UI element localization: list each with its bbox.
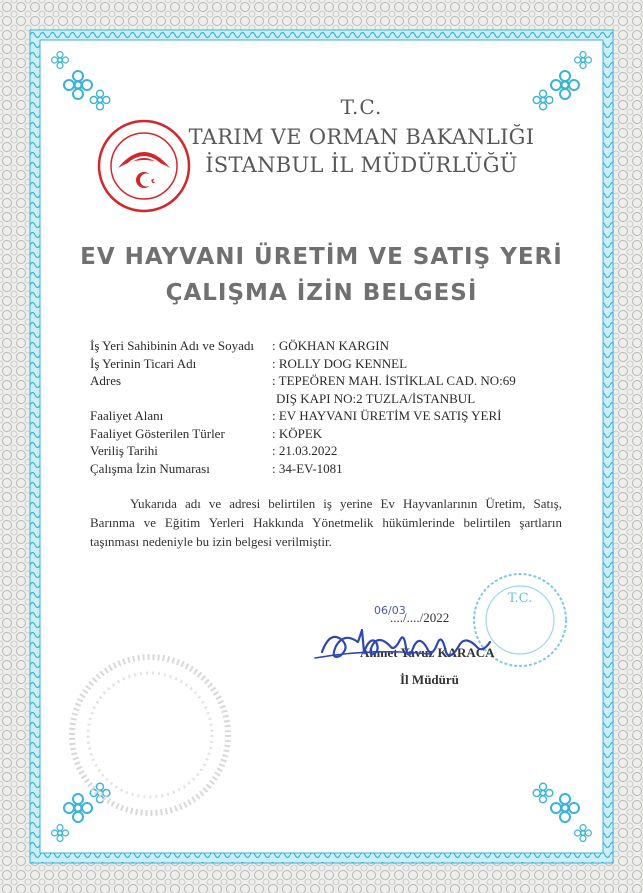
address-line1: : TEPEÖREN MAH. İSTİKLAL CAD. NO:69 [272, 373, 516, 388]
header [0, 95, 643, 177]
certification-paragraph: Yukarıda adı ve adresi belirtilen iş yerine Ev Hayvanlarının Üretim, Satış, Barınma ve Eğitim Yerleri Hakkında Yönetmelik hükümlerinde belirtilen şartların taşınması nedeniyle bu izin belgesi verilmiştir. [90, 496, 562, 549]
field-row-species [90, 425, 570, 443]
field-value: : 34-EV-1081 [272, 460, 343, 476]
field-label: İş Yeri Sahibinin Adı ve Soyadı [90, 338, 254, 353]
field-value: : 21.03.2022 [272, 443, 338, 458]
field-row-permit-number [90, 460, 570, 478]
embossed-seal [65, 650, 235, 820]
field-row-activity [90, 407, 570, 425]
ministry-name: TARIM VE ORMAN BAKANLIĞI [188, 125, 535, 149]
directorate-name: İSTANBUL İL MÜDÜRLÜĞÜ [205, 153, 518, 177]
field-value: : ROLLY DOG KENNEL [272, 355, 408, 371]
field-label: Veriliş Tarihi [90, 443, 158, 458]
stamp-text: T.C. [507, 591, 533, 606]
field-value-address [272, 372, 570, 407]
field-value: : GÖKHAN KARGIN [272, 338, 389, 353]
signer-name: Ahmet Yavuz KARACA [360, 645, 495, 660]
handwritten-date: 06/03 [374, 604, 406, 617]
field-row-trade-name [90, 355, 570, 373]
field-label: Çalışma İzin Numarası [90, 460, 210, 476]
field-label: Faaliyet Alanı [90, 408, 164, 423]
document-title-line1: EV HAYVANI ÜRETİM VE SATIŞ YERİ [80, 244, 563, 270]
address-line2: DIŞ KAPI NO:2 TUZLA/İSTANBUL [276, 390, 476, 406]
field-row-address [90, 372, 570, 407]
document-title-line2: ÇALIŞMA İZİN BELGESİ [165, 280, 478, 306]
field-label: Faaliyet Gösterilen Türler [90, 425, 225, 441]
field-list [90, 337, 570, 477]
signer-title: İl Müdürü [400, 672, 459, 687]
field-value: : EV HAYVANI ÜRETİM VE SATIŞ YERİ [272, 408, 502, 423]
field-row-owner [90, 337, 570, 355]
field-value: : KÖPEK [272, 425, 323, 441]
field-label: İş Yerinin Ticari Adı [90, 355, 197, 371]
field-label: Adres [90, 373, 122, 388]
printed-date: ..../..../2022 [390, 610, 450, 625]
country-label: T.C. [340, 95, 383, 119]
field-row-issue-date [90, 442, 570, 460]
handwritten-signature [310, 612, 510, 672]
